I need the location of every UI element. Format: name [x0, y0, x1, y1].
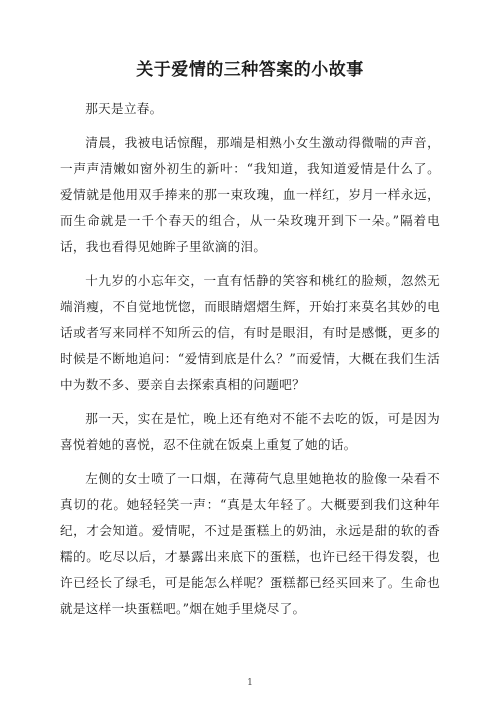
paragraph-2: 清晨，我被电话惊醒，那端是相熟小女生激动得微喘的声音，一声声清嫩如窗外初生的新叶：“我知道，我知道爱情是什么了。爱情就是他用双手捧来的那一束玫瑰，血一样红，岁月一样永远，而生命就是一千个春天的组合，从一朵玫瑰开到下一朵。”隔着电话，我也看得见她眸子里欲滴的泪。: [60, 135, 440, 254]
paragraph-4: 那一天，实在是忙，晚上还有绝对不能不去吃的饭，可是因为喜悦着她的喜悦，忍不住就在饭桌上重复了她的话。: [60, 411, 440, 452]
document-title: 关于爱情的三种答案的小故事: [136, 60, 364, 80]
paragraph-1: 那天是立春。: [85, 101, 163, 116]
document-page: [60, 56, 440, 630]
paragraph-3: 十九岁的小忘年交，一直有恬静的笑容和桃红的脸颊，忽然无端消瘦，不自觉地恍惚，而眼睛熠熠生辉，开始打来莫名其妙的电话或者写来同样不知所云的信，有时是眼泪，有时是感慨，更多的时候是不断地追问：“爱情到底是什么？”而爱情，大概在我们生活中为数不多、要亲自去探索真相的问题吧？: [60, 273, 440, 392]
page-number: 1: [247, 678, 253, 688]
paragraph-5: 左侧的女士喷了一口烟，在薄荷气息里她艳妆的脸像一朵看不真切的花。她轻轻笑一声：“真是太年轻了。大概要到我们这种年纪，才会知道。爱情呢，不过是蛋糕上的奶油，永远是甜的软的香糯的。吃尽以后，才暴露出来底下的蛋糕，也许已经干得发裂，也许已经长了绿毛，可是能怎么样呢？蛋糕都已经买回来了。生命也就是这样一块蛋糕吧。”烟在她手里烧尽了。: [60, 471, 440, 616]
